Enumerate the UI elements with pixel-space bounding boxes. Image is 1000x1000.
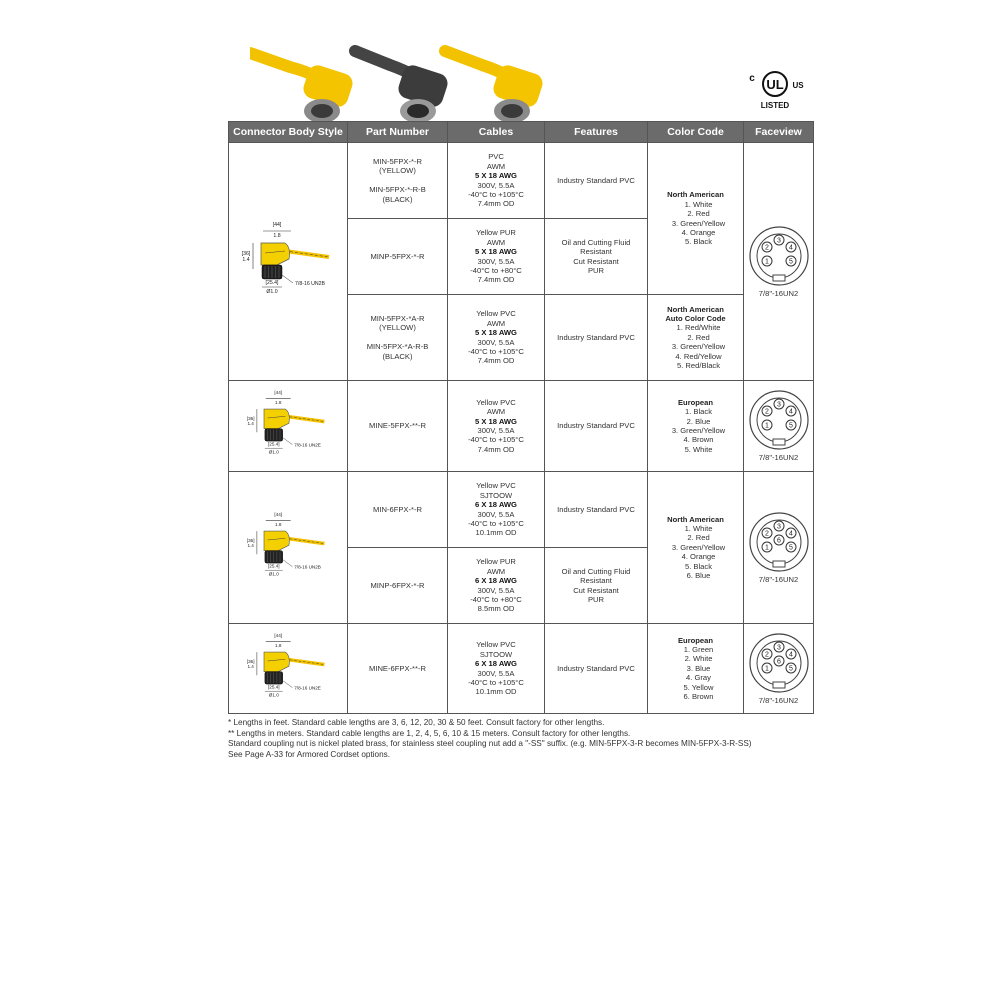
part-number-text: MINP-5FPX-*-R (370, 251, 425, 261)
color-code-item: 3. Green/Yellow (671, 218, 726, 228)
connector-drawing (233, 217, 343, 307)
connector-drawing-cell (229, 472, 348, 624)
cable-gauge: 6 X 18 AWG (475, 659, 517, 669)
cable-outline (285, 416, 324, 421)
color-code-item: 6. Blue (686, 571, 711, 581)
part-number-text: MIN-5FPX-*A-R-B (366, 342, 429, 352)
features-cell (545, 624, 648, 714)
cable-rating: AWM (486, 407, 506, 417)
part-number-text: MINE-5FPX-**-R (369, 421, 426, 431)
cable-rating: AWM (486, 318, 506, 328)
connector-body (264, 652, 289, 672)
faceview-cell (744, 624, 814, 714)
feature-text: Cut Resistant (573, 256, 619, 266)
cable-jacket: Yellow PVC (476, 481, 516, 491)
header-color-code: Color Code (648, 122, 744, 143)
faceview-pin-number: 5 (788, 422, 793, 430)
faceview-key (773, 275, 785, 281)
color-code-item: 1. White (684, 523, 713, 533)
header-features: Features (545, 122, 648, 143)
callout-line (283, 438, 293, 445)
dimension-diameter-in: Ø1.0 (268, 692, 279, 698)
color-code-title: North American (667, 514, 724, 524)
cable-spec-cell (448, 548, 545, 624)
dimension-width-in: 1.8 (275, 399, 282, 405)
connector-body (264, 531, 289, 551)
cable-spec-cell (448, 472, 545, 548)
dimension-width-mm: [44] (274, 390, 283, 395)
cable-voltage: 300V, 5.5A (477, 256, 515, 266)
color-code-item: 6. Brown (683, 692, 714, 702)
faceview-diagram (748, 389, 810, 451)
dimension-height-mm: [36] (241, 250, 251, 257)
ul-listed-text: LISTED (760, 101, 790, 110)
dimension-height-mm: [36] (246, 658, 255, 664)
connector-drawing (233, 386, 343, 466)
faceview-pin-number: 4 (788, 651, 793, 659)
color-code-title: European (677, 635, 714, 645)
dimension-width-in: 1.8 (273, 232, 281, 239)
connector-drawing (233, 508, 343, 588)
dimension-height-in: 1.4 (242, 256, 250, 263)
color-code-title: Auto Color Code (665, 313, 726, 323)
cable-temperature: -40°C to +105°C (468, 518, 524, 528)
dimension-width-in: 1.8 (275, 521, 282, 527)
faceview-pin-number: 2 (764, 244, 769, 252)
footnote-lengths-meters: ** Lengths in meters. Standard cable lengths are 1, 2, 4, 5, 6, 10 & 15 meters. Consult factory for other lengths. (228, 728, 631, 738)
faceview-cell (744, 143, 814, 381)
cable-jacket: PVC (488, 152, 504, 162)
faceview-thread-label: 7/8"-16UN2 (758, 574, 799, 584)
thread-callout: 7/8-16 UN2E (294, 684, 321, 690)
dimension-width-mm: [44] (274, 632, 283, 638)
cable-diameter: 10.1mm OD (475, 528, 517, 538)
part-number-text (350, 176, 445, 185)
faceview-pin-number: 3 (776, 523, 781, 531)
faceview-pin-number: 2 (764, 651, 769, 659)
cable-spec-cell (448, 624, 545, 714)
feature-text: Industry Standard PVC (557, 504, 635, 514)
cable-diameter: 7.4mm OD (477, 444, 515, 454)
cable-gauge: 6 X 18 AWG (475, 576, 517, 586)
connector-body (264, 409, 289, 429)
dimension-height-mm: [36] (246, 415, 255, 421)
faceview-diagram (748, 511, 810, 573)
faceview-pin-number: 1 (764, 544, 769, 552)
color-code-item: 4. Red/Yellow (675, 351, 722, 361)
part-number-cell (348, 143, 448, 219)
cable-outline (285, 251, 329, 257)
faceview-pin-number: 2 (764, 530, 769, 538)
color-code-cell (648, 143, 744, 295)
cable-rating: SJTOOW (479, 649, 513, 659)
color-code-cell (648, 472, 744, 624)
cable-diameter: 7.4mm OD (477, 275, 515, 285)
faceview-pin-number: 5 (788, 665, 793, 673)
dimension-diameter-in: Ø1.0 (266, 288, 278, 295)
table-header-row (229, 122, 814, 143)
feature-text: Industry Standard PVC (557, 175, 635, 185)
cable-temperature: -40°C to +80°C (470, 265, 522, 275)
part-number-text (350, 333, 445, 342)
color-code-item: 3. Blue (686, 663, 711, 673)
part-number-text: (BLACK) (382, 194, 413, 204)
color-code-item: 4. Orange (681, 227, 716, 237)
dimension-height-mm: [36] (246, 537, 255, 543)
feature-text: Cut Resistant (573, 585, 619, 595)
faceview-thread-label: 7/8"-16UN2 (758, 695, 799, 705)
footnote-coupling-nut: Standard coupling nut is nickel plated brass, for stainless steel coupling nut add a "-SS" suffix. (e.g. MIN-5FPX-3-R becomes MIN-5FPX-3-R-SS) (228, 739, 752, 749)
faceview-key (773, 439, 785, 445)
faceview-pin-number: 6 (776, 658, 781, 666)
part-number-text: MIN-5FPX-*-R (373, 156, 422, 166)
part-number-text: (BLACK) (382, 351, 413, 361)
faceview-pin-number: 3 (776, 644, 781, 652)
cable-jacket: Yellow PVC (476, 309, 516, 319)
table-row (229, 472, 814, 548)
part-number-cell (348, 624, 448, 714)
faceview-pin-number: 5 (788, 258, 793, 266)
yellow-cordset-photo (250, 53, 355, 123)
faceview-pin-number: 3 (776, 401, 781, 409)
table-row (229, 624, 814, 714)
faceview-cell (744, 472, 814, 624)
part-number-cell (348, 219, 448, 295)
color-code-item: 4. Brown (683, 435, 714, 445)
cable-spec-cell (448, 219, 545, 295)
cable-outline (285, 659, 324, 664)
color-code-item: 2. Red (687, 533, 710, 543)
color-code-item: 3. Green/Yellow (671, 426, 726, 435)
connector-drawing-cell (229, 624, 348, 714)
feature-text: PUR (587, 594, 605, 604)
part-number-cell (348, 472, 448, 548)
cable-voltage: 300V, 5.5A (477, 585, 515, 595)
cable-rating: AWM (486, 566, 506, 576)
dimension-diameter-mm: [25.4] (265, 279, 279, 286)
thread-callout: 7/8-16 UN2B (294, 563, 321, 569)
cable-outline (285, 538, 324, 543)
cable-temperature: -40°C to +80°C (470, 594, 522, 604)
thread-callout: 7/8-16 UN2B (295, 280, 325, 287)
color-code-item: 3. Green/Yellow (671, 542, 726, 552)
faceview-thread-label: 7/8"-16UN2 (758, 288, 799, 298)
dimension-diameter-mm: [25.4] (268, 441, 280, 447)
feature-text: Resistant (580, 247, 612, 257)
features-cell (545, 381, 648, 472)
cable-gauge: 5 X 18 AWG (475, 247, 517, 257)
black-cordset-photo (355, 51, 450, 123)
cable-diameter: 8.5mm OD (477, 604, 515, 614)
part-number-text: MINP-6FPX-*-R (370, 580, 425, 590)
faceview-key (773, 682, 785, 688)
header-connector-body-style: Connector Body Style (229, 122, 348, 143)
dimension-diameter-mm: [25.4] (268, 563, 280, 569)
color-code-title: North American (667, 304, 724, 314)
footnote-armored-reference: See Page A-33 for Armored Cordset options. (228, 749, 391, 759)
faceview-pin-number: 5 (788, 544, 793, 552)
table-row (229, 381, 814, 472)
color-code-item: 1. Black (684, 407, 712, 417)
yellow-cordset-photo (445, 51, 545, 123)
feature-text: Industry Standard PVC (557, 663, 635, 673)
cordset-spec-table (228, 121, 814, 714)
color-code-item: 2. Blue (686, 416, 711, 426)
faceview-pin-number: 4 (788, 530, 793, 538)
faceview-pin-number: 1 (764, 422, 769, 430)
color-code-item: 2. Red (687, 332, 710, 342)
color-code-item: 5. Red/Black (676, 361, 721, 371)
faceview-diagram (748, 632, 810, 694)
color-code-title: European (677, 397, 714, 407)
color-code-item: 5. Yellow (683, 682, 714, 692)
cable-spec-cell (448, 295, 545, 381)
cable-gauge: 5 X 18 AWG (475, 416, 517, 426)
features-cell (545, 472, 648, 548)
features-cell (545, 143, 648, 219)
dimension-height-in: 1.4 (247, 421, 254, 427)
features-cell (545, 548, 648, 624)
cable-jacket: Yellow PVC (476, 640, 516, 650)
dimension-height-in: 1.4 (247, 542, 254, 548)
thread-callout: 7/8-16 UN2E (294, 442, 321, 448)
cable-temperature: -40°C to +105°C (468, 435, 524, 445)
faceview-pin-number: 3 (776, 237, 781, 245)
ul-listed-logo (744, 66, 806, 112)
feature-text: Industry Standard PVC (557, 421, 635, 431)
color-code-item: 2. Red (687, 209, 710, 219)
faceview-pin-number: 1 (764, 258, 769, 266)
color-code-cell (648, 295, 744, 381)
dimension-width-mm: [44] (274, 511, 283, 517)
cable-temperature: -40°C to +105°C (468, 677, 524, 687)
cable-gauge: 6 X 18 AWG (475, 500, 517, 510)
feature-text: PUR (587, 265, 605, 275)
cable-jacket: Yellow PUR (476, 228, 516, 238)
ul-us-text: US (792, 81, 804, 90)
connector-drawing-cell (229, 381, 348, 472)
cable-voltage: 300V, 5.5A (477, 337, 515, 347)
callout-line (283, 680, 293, 687)
faceview-pin-number: 4 (788, 408, 793, 416)
connector-drawing-cell (229, 143, 348, 381)
dimension-width-in: 1.8 (275, 642, 282, 648)
features-cell (545, 295, 648, 381)
color-code-cell (648, 381, 744, 472)
cable-temperature: -40°C to +105°C (468, 346, 524, 356)
faceview-cell (744, 381, 814, 472)
callout-line (282, 275, 293, 283)
cable-photos (250, 45, 550, 127)
color-code-item: 1. Green (683, 644, 714, 654)
cable-diameter: 7.4mm OD (477, 356, 515, 366)
color-code-title: North American (667, 190, 724, 200)
connector-body (261, 243, 290, 265)
color-code-item: 4. Gray (686, 673, 711, 683)
color-code-item: 5. Black (684, 237, 712, 247)
part-number-text: MIN-5FPX-*-R-B (369, 185, 426, 195)
faceview-diagram (748, 225, 810, 287)
color-code-item: 5. Black (684, 561, 712, 571)
table-row (229, 143, 814, 219)
feature-text: Oil and Cutting Fluid (561, 566, 631, 576)
footnotes (228, 718, 828, 760)
part-number-text: MIN-5FPX-*A-R (370, 313, 425, 323)
header-part-number: Part Number (348, 122, 448, 143)
part-number-text: (YELLOW) (379, 323, 416, 333)
color-code-item: 5. White (684, 444, 713, 454)
cable-spec-cell (448, 143, 545, 219)
color-code-item: 1. White (684, 199, 713, 209)
cable-gauge: 5 X 18 AWG (475, 328, 517, 338)
color-code-item: 1. Red/White (676, 323, 721, 333)
feature-text: Resistant (580, 576, 612, 586)
part-number-cell (348, 381, 448, 472)
color-code-item: 4. Orange (681, 552, 716, 562)
color-code-item: 3. Green/Yellow (671, 342, 726, 352)
faceview-pin-number: 6 (776, 537, 781, 545)
cable-rating: SJTOOW (479, 490, 513, 500)
cable-voltage: 300V, 5.5A (477, 426, 515, 435)
cable-jacket: Yellow PVC (476, 397, 516, 407)
cable-spec-cell (448, 381, 545, 472)
color-code-cell (648, 624, 744, 714)
faceview-pin-number: 2 (764, 408, 769, 416)
color-code-item: 2. White (684, 654, 713, 664)
dimension-diameter-mm: [25.4] (268, 684, 280, 690)
faceview-thread-label: 7/8"-16UN2 (758, 453, 799, 463)
feature-text: Oil and Cutting Fluid (561, 237, 631, 247)
cable-diameter: 7.4mm OD (477, 199, 515, 209)
part-number-text: MIN-6FPX-*-R (373, 504, 422, 514)
cable-voltage: 300V, 5.5A (477, 668, 515, 678)
dimension-diameter-in: Ø1.0 (268, 571, 279, 577)
cable-voltage: 300V, 5.5A (477, 509, 515, 519)
part-number-cell (348, 548, 448, 624)
ul-text: UL (766, 77, 784, 92)
faceview-pin-number: 4 (788, 244, 793, 252)
cable-voltage: 300V, 5.5A (477, 180, 515, 190)
footnote-lengths-feet: * Lengths in feet. Standard cable lengths are 3, 6, 12, 20, 30 & 50 feet. Consult factory for other lengths. (228, 718, 605, 727)
faceview-key (773, 561, 785, 567)
faceview-pin-number: 1 (764, 665, 769, 673)
header-cables: Cables (448, 122, 545, 143)
cable-rating: AWM (486, 161, 506, 171)
connector-drawing (233, 629, 343, 709)
part-number-text: (YELLOW) (379, 166, 416, 176)
part-number-text: MINE-6FPX-**-R (369, 663, 426, 673)
cable-rating: AWM (486, 237, 506, 247)
feature-text: Industry Standard PVC (557, 332, 635, 342)
dimension-height-in: 1.4 (247, 663, 254, 669)
cable-temperature: -40°C to +105°C (468, 189, 524, 199)
header-faceview: Faceview (744, 122, 814, 143)
features-cell (545, 219, 648, 295)
dimension-width-mm: [44] (272, 221, 282, 228)
dimension-diameter-in: Ø1.0 (268, 449, 279, 455)
cable-diameter: 10.1mm OD (475, 687, 517, 697)
callout-line (283, 559, 293, 566)
ul-c-text: c (749, 73, 755, 84)
part-number-cell (348, 295, 448, 381)
cable-jacket: Yellow PUR (476, 557, 516, 567)
cable-gauge: 5 X 18 AWG (475, 171, 517, 181)
